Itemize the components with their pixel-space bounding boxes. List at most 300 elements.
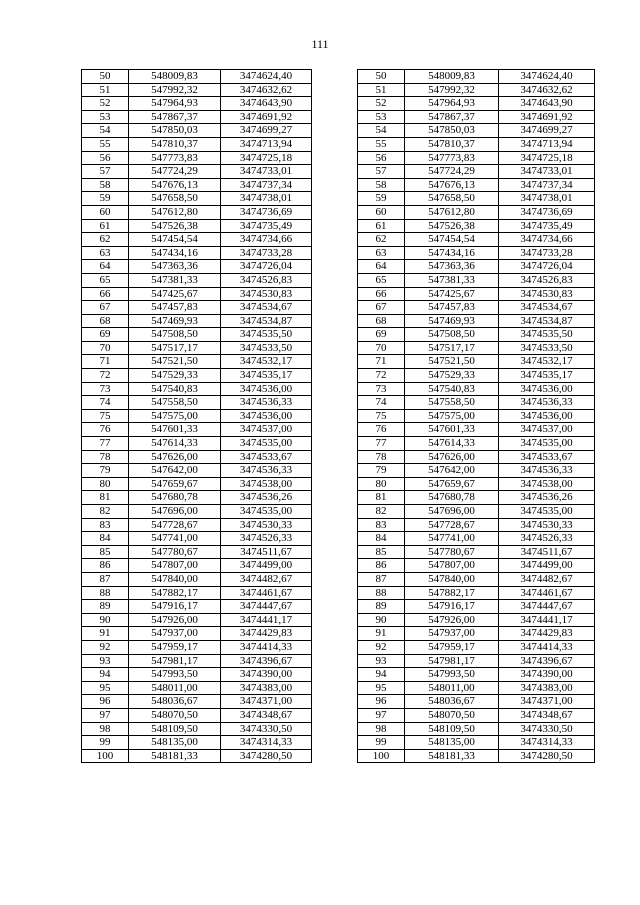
y-coordinate-cell: 3474429,83 (499, 627, 595, 641)
x-coordinate-cell: 547926,00 (405, 613, 499, 627)
y-coordinate-cell: 3474738,01 (221, 192, 312, 206)
point-number-cell: 79 (358, 464, 405, 478)
point-number-cell: 60 (82, 205, 129, 219)
y-coordinate-cell: 3474632,62 (221, 83, 312, 97)
table-row (358, 586, 595, 600)
table-row (358, 369, 595, 383)
x-coordinate-cell: 547882,17 (405, 586, 499, 600)
point-number-cell: 67 (82, 301, 129, 315)
point-number-cell: 80 (358, 477, 405, 491)
point-number-cell: 76 (82, 423, 129, 437)
table-row (82, 369, 312, 383)
y-coordinate-cell: 3474535,50 (221, 328, 312, 342)
y-coordinate-cell: 3474396,67 (499, 654, 595, 668)
x-coordinate-cell: 547521,50 (405, 355, 499, 369)
x-coordinate-cell: 547981,17 (129, 654, 221, 668)
table-row (358, 205, 595, 219)
point-number-cell: 62 (82, 233, 129, 247)
x-coordinate-cell: 547780,67 (129, 545, 221, 559)
table-row (358, 600, 595, 614)
y-coordinate-cell: 3474624,40 (499, 70, 595, 84)
table-row (82, 695, 312, 709)
y-coordinate-cell: 3474348,67 (499, 708, 595, 722)
x-coordinate-cell: 547810,37 (129, 137, 221, 151)
point-number-cell: 98 (358, 722, 405, 736)
y-coordinate-cell: 3474699,27 (499, 124, 595, 138)
y-coordinate-cell: 3474526,33 (499, 532, 595, 546)
x-coordinate-cell: 547612,80 (129, 205, 221, 219)
point-number-cell: 91 (82, 627, 129, 641)
table-row (82, 586, 312, 600)
y-coordinate-cell: 3474733,28 (221, 246, 312, 260)
y-coordinate-cell: 3474461,67 (499, 586, 595, 600)
point-number-cell: 86 (82, 559, 129, 573)
x-coordinate-cell: 547959,17 (405, 640, 499, 654)
y-coordinate-cell: 3474534,67 (499, 301, 595, 315)
point-number-cell: 61 (82, 219, 129, 233)
point-number-cell: 58 (358, 178, 405, 192)
point-number-cell: 68 (358, 314, 405, 328)
y-coordinate-cell: 3474499,00 (499, 559, 595, 573)
y-coordinate-cell: 3474536,00 (221, 409, 312, 423)
y-coordinate-cell: 3474734,66 (499, 233, 595, 247)
point-number-cell: 70 (82, 341, 129, 355)
point-number-cell: 59 (82, 192, 129, 206)
y-coordinate-cell: 3474733,28 (499, 246, 595, 260)
point-number-cell: 85 (82, 545, 129, 559)
coordinates-table-right (357, 69, 595, 763)
point-number-cell: 69 (358, 328, 405, 342)
y-coordinate-cell: 3474726,04 (499, 260, 595, 274)
point-number-cell: 92 (358, 640, 405, 654)
point-number-cell: 61 (358, 219, 405, 233)
y-coordinate-cell: 3474330,50 (221, 722, 312, 736)
table-row (358, 409, 595, 423)
x-coordinate-cell: 548135,00 (405, 736, 499, 750)
x-coordinate-cell: 547601,33 (405, 423, 499, 437)
table-row (82, 532, 312, 546)
x-coordinate-cell: 547773,83 (129, 151, 221, 165)
table-row (358, 627, 595, 641)
point-number-cell: 90 (82, 613, 129, 627)
y-coordinate-cell: 3474736,69 (221, 205, 312, 219)
table-row (358, 233, 595, 247)
table-row (358, 83, 595, 97)
x-coordinate-cell: 548181,33 (405, 749, 499, 763)
table-row (358, 749, 595, 763)
table-row (82, 382, 312, 396)
x-coordinate-cell: 547363,36 (405, 260, 499, 274)
point-number-cell: 55 (358, 137, 405, 151)
point-number-cell: 77 (358, 437, 405, 451)
point-number-cell: 93 (82, 654, 129, 668)
point-number-cell: 90 (358, 613, 405, 627)
point-number-cell: 57 (358, 165, 405, 179)
y-coordinate-cell: 3474280,50 (499, 749, 595, 763)
x-coordinate-cell: 548109,50 (129, 722, 221, 736)
x-coordinate-cell: 548011,00 (405, 681, 499, 695)
y-coordinate-cell: 3474726,04 (221, 260, 312, 274)
y-coordinate-cell: 3474538,00 (221, 477, 312, 491)
x-coordinate-cell: 547434,16 (405, 246, 499, 260)
x-coordinate-cell: 547626,00 (405, 450, 499, 464)
y-coordinate-cell: 3474699,27 (221, 124, 312, 138)
table-row (358, 341, 595, 355)
x-coordinate-cell: 547676,13 (405, 178, 499, 192)
table-row (358, 681, 595, 695)
y-coordinate-cell: 3474535,17 (221, 369, 312, 383)
point-number-cell: 52 (82, 97, 129, 111)
x-coordinate-cell: 547454,54 (129, 233, 221, 247)
x-coordinate-cell: 547741,00 (405, 532, 499, 546)
y-coordinate-cell: 3474526,83 (499, 273, 595, 287)
point-number-cell: 71 (358, 355, 405, 369)
table-row (82, 518, 312, 532)
point-number-cell: 84 (358, 532, 405, 546)
y-coordinate-cell: 3474390,00 (221, 668, 312, 682)
x-coordinate-cell: 547658,50 (129, 192, 221, 206)
table-row (358, 301, 595, 315)
x-coordinate-cell: 547659,67 (129, 477, 221, 491)
y-coordinate-cell: 3474737,34 (499, 178, 595, 192)
x-coordinate-cell: 547457,83 (129, 301, 221, 315)
x-coordinate-cell: 547724,29 (129, 165, 221, 179)
point-number-cell: 82 (82, 505, 129, 519)
y-coordinate-cell: 3474482,67 (221, 572, 312, 586)
table-row (358, 178, 595, 192)
y-coordinate-cell: 3474691,92 (499, 110, 595, 124)
point-number-cell: 88 (82, 586, 129, 600)
table-row (82, 97, 312, 111)
table-row (358, 110, 595, 124)
x-coordinate-cell: 547981,17 (405, 654, 499, 668)
x-coordinate-cell: 548135,00 (129, 736, 221, 750)
table-row (358, 137, 595, 151)
point-number-cell: 53 (358, 110, 405, 124)
y-coordinate-cell: 3474737,34 (221, 178, 312, 192)
table-row (82, 437, 312, 451)
x-coordinate-cell: 547937,00 (405, 627, 499, 641)
y-coordinate-cell: 3474533,50 (221, 341, 312, 355)
x-coordinate-cell: 547867,37 (405, 110, 499, 124)
table-row (82, 749, 312, 763)
y-coordinate-cell: 3474530,83 (221, 287, 312, 301)
table-row (358, 192, 595, 206)
y-coordinate-cell: 3474536,33 (499, 464, 595, 478)
point-number-cell: 68 (82, 314, 129, 328)
x-coordinate-cell: 547612,80 (405, 205, 499, 219)
y-coordinate-cell: 3474632,62 (499, 83, 595, 97)
y-coordinate-cell: 3474733,01 (499, 165, 595, 179)
table-row (82, 246, 312, 260)
table-row (82, 668, 312, 682)
y-coordinate-cell: 3474535,00 (221, 437, 312, 451)
table-row (82, 205, 312, 219)
y-coordinate-cell: 3474725,18 (499, 151, 595, 165)
point-number-cell: 73 (82, 382, 129, 396)
x-coordinate-cell: 547807,00 (129, 559, 221, 573)
point-number-cell: 95 (82, 681, 129, 695)
x-coordinate-cell: 548070,50 (129, 708, 221, 722)
x-coordinate-cell: 547575,00 (129, 409, 221, 423)
x-coordinate-cell: 547517,17 (405, 341, 499, 355)
point-number-cell: 94 (82, 668, 129, 682)
x-coordinate-cell: 547992,32 (405, 83, 499, 97)
table-row (82, 192, 312, 206)
table-row (82, 654, 312, 668)
y-coordinate-cell: 3474532,17 (499, 355, 595, 369)
point-number-cell: 52 (358, 97, 405, 111)
x-coordinate-cell: 548070,50 (405, 708, 499, 722)
table-row (358, 477, 595, 491)
y-coordinate-cell: 3474530,83 (499, 287, 595, 301)
point-number-cell: 72 (358, 369, 405, 383)
x-coordinate-cell: 547540,83 (129, 382, 221, 396)
x-coordinate-cell: 547575,00 (405, 409, 499, 423)
y-coordinate-cell: 3474535,00 (221, 505, 312, 519)
x-coordinate-cell: 547676,13 (129, 178, 221, 192)
point-number-cell: 72 (82, 369, 129, 383)
y-coordinate-cell: 3474383,00 (221, 681, 312, 695)
point-number-cell: 75 (358, 409, 405, 423)
x-coordinate-cell: 547425,67 (129, 287, 221, 301)
table-row (82, 178, 312, 192)
table-row (82, 708, 312, 722)
point-number-cell: 83 (82, 518, 129, 532)
table-row (82, 736, 312, 750)
table-row (82, 301, 312, 315)
x-coordinate-cell: 547540,83 (405, 382, 499, 396)
x-coordinate-cell: 547558,50 (405, 396, 499, 410)
table-row (358, 314, 595, 328)
table-row (358, 640, 595, 654)
x-coordinate-cell: 547457,83 (405, 301, 499, 315)
point-number-cell: 86 (358, 559, 405, 573)
x-coordinate-cell: 547526,38 (129, 219, 221, 233)
y-coordinate-cell: 3474536,33 (499, 396, 595, 410)
point-number-cell: 99 (358, 736, 405, 750)
x-coordinate-cell: 547363,36 (129, 260, 221, 274)
y-coordinate-cell: 3474535,00 (499, 437, 595, 451)
y-coordinate-cell: 3474526,83 (221, 273, 312, 287)
table-row (358, 382, 595, 396)
table-row (82, 328, 312, 342)
table-row (82, 355, 312, 369)
point-number-cell: 96 (358, 695, 405, 709)
y-coordinate-cell: 3474371,00 (221, 695, 312, 709)
y-coordinate-cell: 3474643,90 (499, 97, 595, 111)
point-number-cell: 74 (82, 396, 129, 410)
table-row (82, 273, 312, 287)
y-coordinate-cell: 3474534,67 (221, 301, 312, 315)
x-coordinate-cell: 547529,33 (405, 369, 499, 383)
point-number-cell: 69 (82, 328, 129, 342)
table-row (82, 260, 312, 274)
y-coordinate-cell: 3474530,33 (499, 518, 595, 532)
table-row (82, 396, 312, 410)
point-number-cell: 95 (358, 681, 405, 695)
point-number-cell: 81 (358, 491, 405, 505)
x-coordinate-cell: 547926,00 (129, 613, 221, 627)
table-row (82, 600, 312, 614)
x-coordinate-cell: 547993,50 (129, 668, 221, 682)
x-coordinate-cell: 548009,83 (129, 70, 221, 84)
point-number-cell: 92 (82, 640, 129, 654)
point-number-cell: 56 (82, 151, 129, 165)
x-coordinate-cell: 547508,50 (129, 328, 221, 342)
point-number-cell: 96 (82, 695, 129, 709)
y-coordinate-cell: 3474396,67 (221, 654, 312, 668)
page-number: 111 (311, 37, 329, 51)
y-coordinate-cell: 3474734,66 (221, 233, 312, 247)
x-coordinate-cell: 547916,17 (405, 600, 499, 614)
y-coordinate-cell: 3474314,33 (221, 736, 312, 750)
table-row (82, 627, 312, 641)
y-coordinate-cell: 3474371,00 (499, 695, 595, 709)
y-coordinate-cell: 3474499,00 (221, 559, 312, 573)
point-number-cell: 67 (358, 301, 405, 315)
point-number-cell: 97 (358, 708, 405, 722)
table-row (82, 151, 312, 165)
table-row (358, 124, 595, 138)
table-row (358, 491, 595, 505)
x-coordinate-cell: 547840,00 (405, 572, 499, 586)
x-coordinate-cell: 548009,83 (405, 70, 499, 84)
x-coordinate-cell: 547993,50 (405, 668, 499, 682)
point-number-cell: 50 (358, 70, 405, 84)
point-number-cell: 54 (82, 124, 129, 138)
table-row (82, 165, 312, 179)
point-number-cell: 56 (358, 151, 405, 165)
table-row (358, 423, 595, 437)
point-number-cell: 74 (358, 396, 405, 410)
x-coordinate-cell: 547425,67 (405, 287, 499, 301)
y-coordinate-cell: 3474736,69 (499, 205, 595, 219)
point-number-cell: 98 (82, 722, 129, 736)
table-row (358, 97, 595, 111)
y-coordinate-cell: 3474713,94 (221, 137, 312, 151)
point-number-cell: 55 (82, 137, 129, 151)
point-number-cell: 63 (358, 246, 405, 260)
x-coordinate-cell: 547601,33 (129, 423, 221, 437)
y-coordinate-cell: 3474447,67 (499, 600, 595, 614)
table-row (82, 314, 312, 328)
point-number-cell: 87 (82, 572, 129, 586)
table-row (358, 273, 595, 287)
y-coordinate-cell: 3474536,00 (221, 382, 312, 396)
point-number-cell: 59 (358, 192, 405, 206)
x-coordinate-cell: 547642,00 (405, 464, 499, 478)
y-coordinate-cell: 3474536,33 (221, 396, 312, 410)
x-coordinate-cell: 548109,50 (405, 722, 499, 736)
y-coordinate-cell: 3474735,49 (221, 219, 312, 233)
table-row (358, 613, 595, 627)
point-number-cell: 60 (358, 205, 405, 219)
table-row (82, 341, 312, 355)
table-row (82, 477, 312, 491)
table-row (358, 151, 595, 165)
y-coordinate-cell: 3474533,50 (499, 341, 595, 355)
table-row (82, 722, 312, 736)
y-coordinate-cell: 3474536,26 (499, 491, 595, 505)
point-number-cell: 57 (82, 165, 129, 179)
x-coordinate-cell: 547959,17 (129, 640, 221, 654)
x-coordinate-cell: 547992,32 (129, 83, 221, 97)
point-number-cell: 70 (358, 341, 405, 355)
x-coordinate-cell: 547964,93 (129, 97, 221, 111)
x-coordinate-cell: 548036,67 (129, 695, 221, 709)
table-row (358, 572, 595, 586)
x-coordinate-cell: 547850,03 (405, 124, 499, 138)
x-coordinate-cell: 547741,00 (129, 532, 221, 546)
table-row (358, 219, 595, 233)
point-number-cell: 77 (82, 437, 129, 451)
y-coordinate-cell: 3474441,17 (221, 613, 312, 627)
table-row (82, 219, 312, 233)
point-number-cell: 53 (82, 110, 129, 124)
point-number-cell: 73 (358, 382, 405, 396)
x-coordinate-cell: 547614,33 (129, 437, 221, 451)
table-row (82, 464, 312, 478)
x-coordinate-cell: 547840,00 (129, 572, 221, 586)
x-coordinate-cell: 547696,00 (405, 505, 499, 519)
y-coordinate-cell: 3474383,00 (499, 681, 595, 695)
point-number-cell: 99 (82, 736, 129, 750)
x-coordinate-cell: 547680,78 (129, 491, 221, 505)
y-coordinate-cell: 3474735,49 (499, 219, 595, 233)
x-coordinate-cell: 547807,00 (405, 559, 499, 573)
x-coordinate-cell: 547526,38 (405, 219, 499, 233)
y-coordinate-cell: 3474624,40 (221, 70, 312, 84)
table-row (82, 287, 312, 301)
point-number-cell: 63 (82, 246, 129, 260)
y-coordinate-cell: 3474535,50 (499, 328, 595, 342)
y-coordinate-cell: 3474713,94 (499, 137, 595, 151)
y-coordinate-cell: 3474482,67 (499, 572, 595, 586)
point-number-cell: 79 (82, 464, 129, 478)
x-coordinate-cell: 547658,50 (405, 192, 499, 206)
point-number-cell: 58 (82, 178, 129, 192)
table-row (358, 736, 595, 750)
y-coordinate-cell: 3474532,17 (221, 355, 312, 369)
x-coordinate-cell: 548181,33 (129, 749, 221, 763)
point-number-cell: 75 (82, 409, 129, 423)
table-row (358, 396, 595, 410)
y-coordinate-cell: 3474733,01 (221, 165, 312, 179)
y-coordinate-cell: 3474414,33 (221, 640, 312, 654)
point-number-cell: 80 (82, 477, 129, 491)
point-number-cell: 71 (82, 355, 129, 369)
table-row (358, 695, 595, 709)
x-coordinate-cell: 547558,50 (129, 396, 221, 410)
x-coordinate-cell: 547867,37 (129, 110, 221, 124)
x-coordinate-cell: 547696,00 (129, 505, 221, 519)
x-coordinate-cell: 547728,67 (405, 518, 499, 532)
point-number-cell: 50 (82, 70, 129, 84)
point-number-cell: 51 (82, 83, 129, 97)
point-number-cell: 65 (358, 273, 405, 287)
y-coordinate-cell: 3474330,50 (499, 722, 595, 736)
table-row (358, 355, 595, 369)
point-number-cell: 78 (82, 450, 129, 464)
point-number-cell: 91 (358, 627, 405, 641)
table-row (358, 545, 595, 559)
table-row (82, 423, 312, 437)
point-number-cell: 62 (358, 233, 405, 247)
point-number-cell: 66 (82, 287, 129, 301)
x-coordinate-cell: 547434,16 (129, 246, 221, 260)
table-row (82, 137, 312, 151)
